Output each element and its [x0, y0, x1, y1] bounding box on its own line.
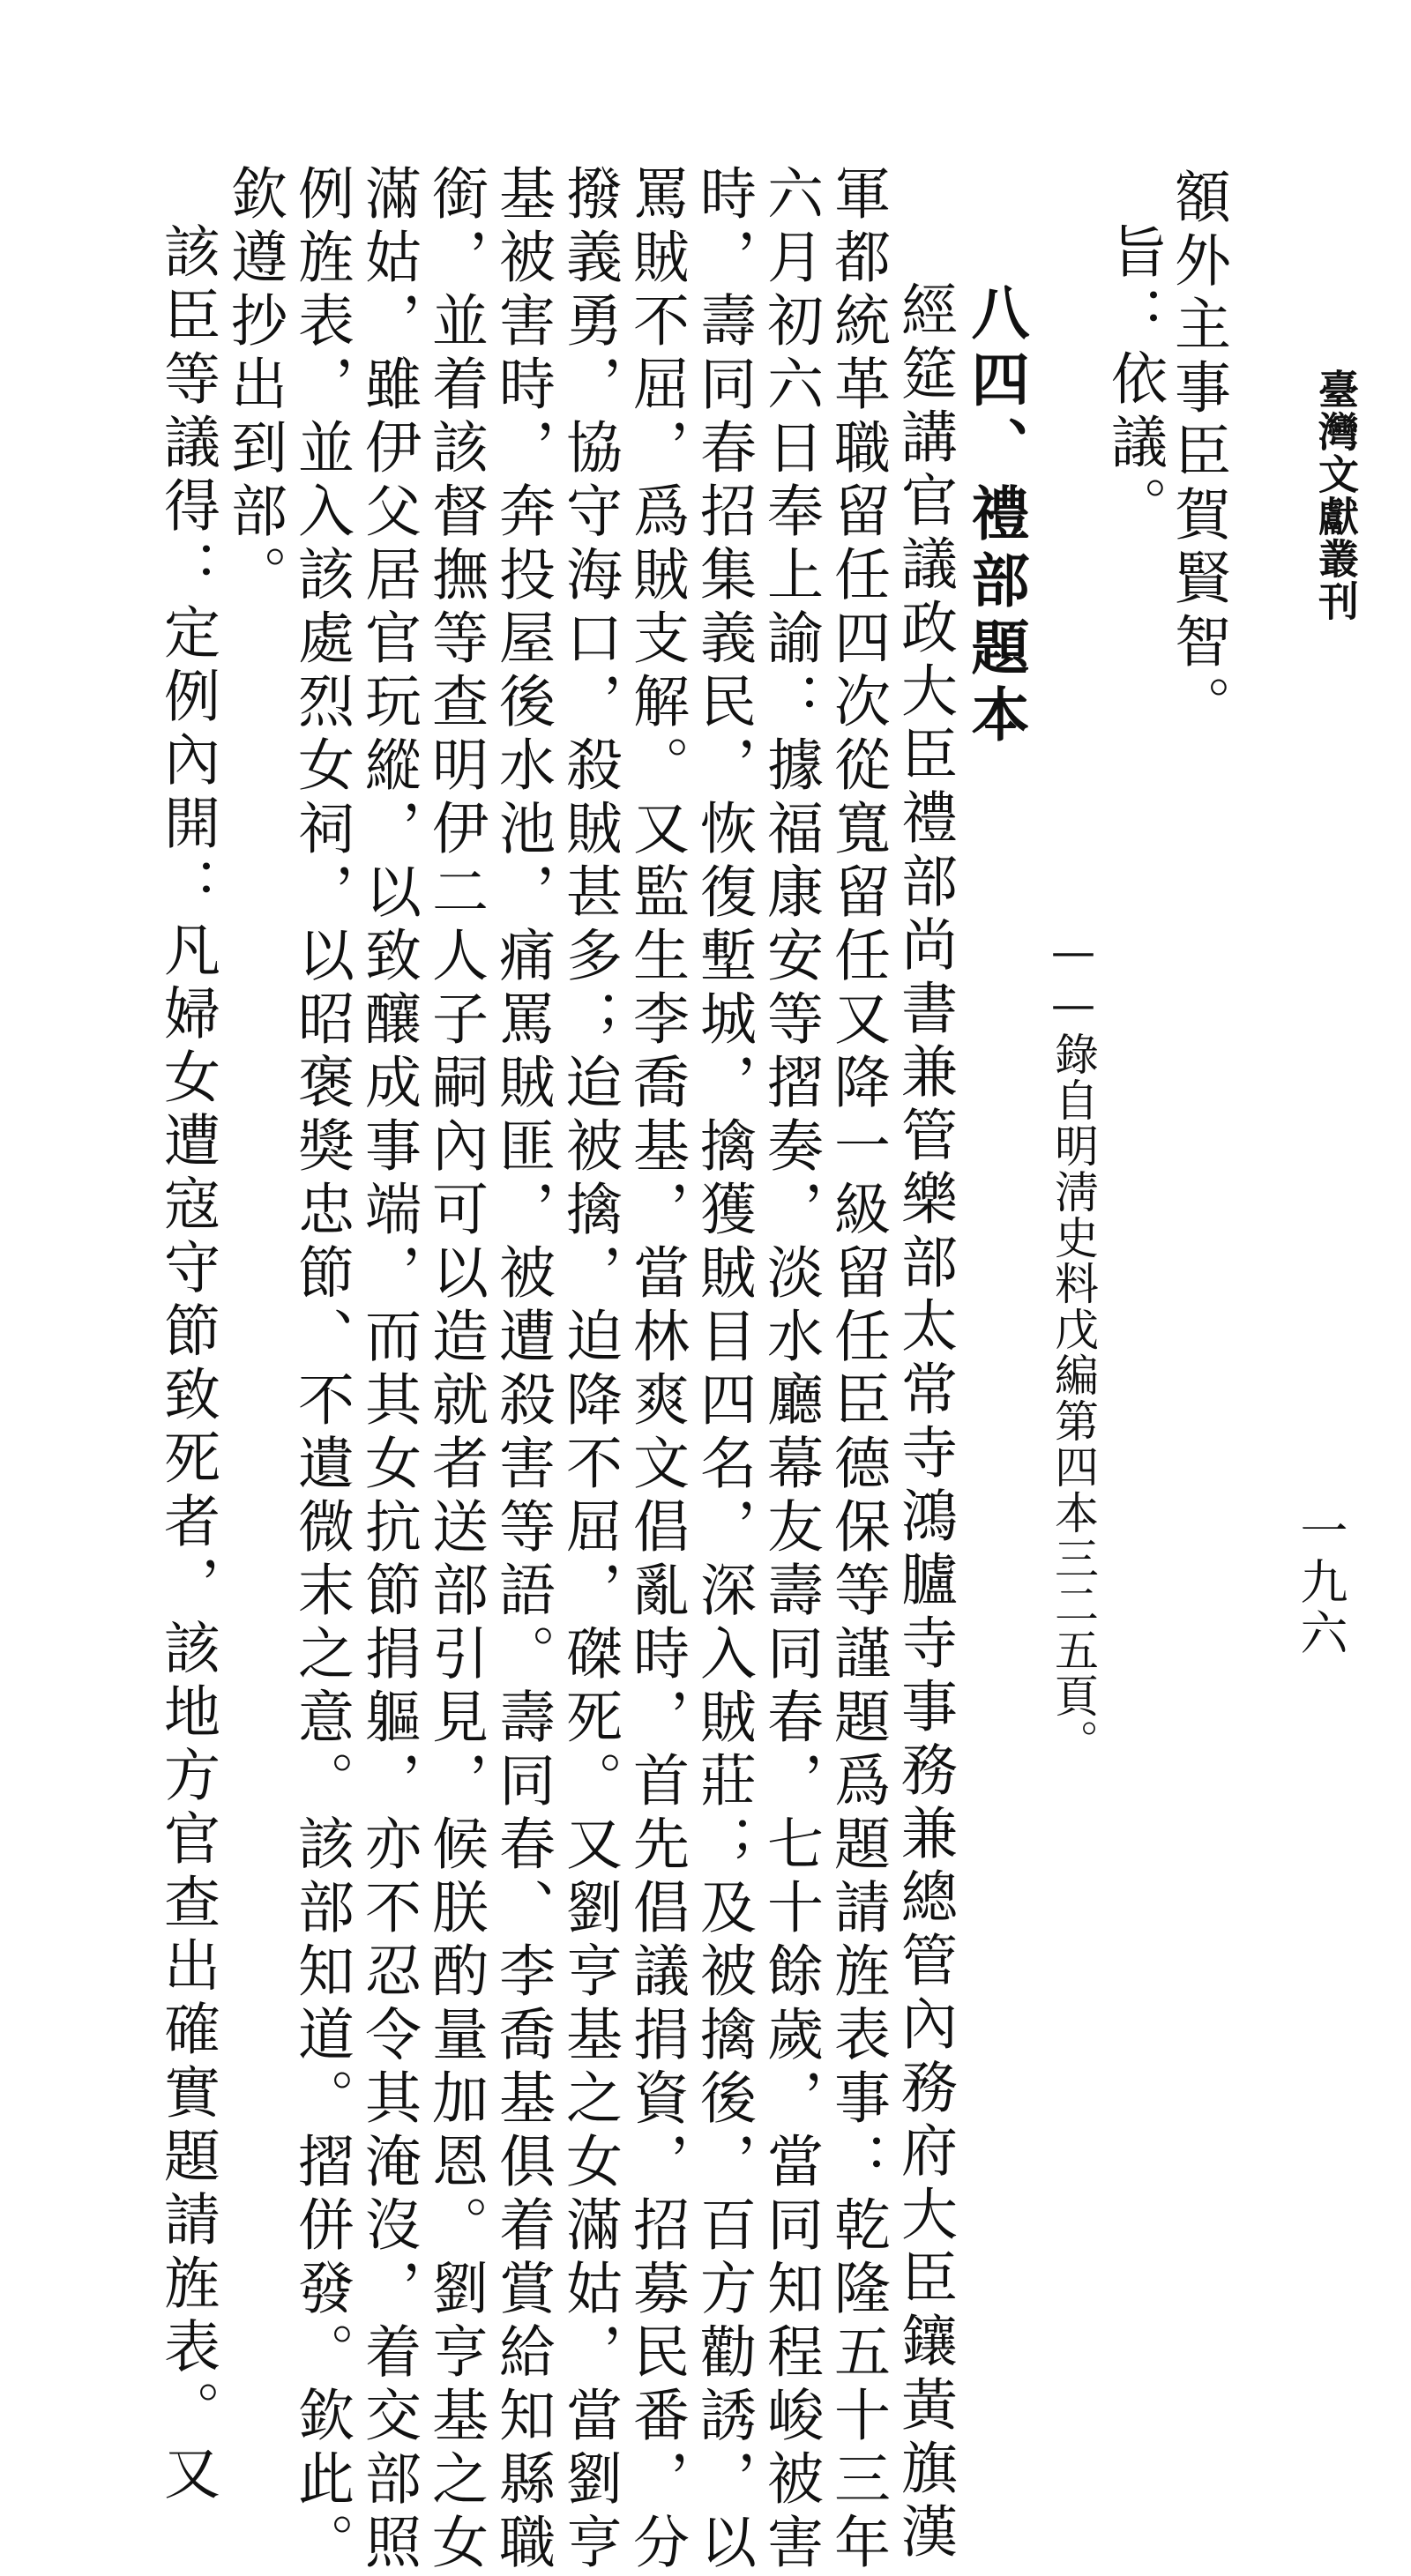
body-column: 基被害時，奔投屋後水池，痛罵賊匪，被遭殺害等語。壽同春、李喬基俱着賞給知縣職: [489, 164, 555, 2576]
running-header: 臺灣文獻叢刊: [1312, 369, 1360, 622]
section-heading: 八四、禮部題本: [961, 282, 1030, 751]
source-citation: ——錄自明淸史料戊編第四本三二五頁。: [1048, 926, 1099, 1765]
body-column: 欽遵抄出到部。: [221, 164, 287, 608]
body-column-last: 該臣等議得：定例內開：凡婦女遭寇守節致死者，該地方官查出確實題請旌表。又: [154, 222, 220, 2507]
body-column: 撥義勇，協守海口，殺賊甚多；迨被擒，迫降不屈，磔死。又劉亨基之女滿姑，當劉亨: [556, 164, 622, 2576]
body-column: 軍都統革職留任四次從寬留任又降一級留任臣德保等謹題爲題請旌表事：乾隆五十三年: [825, 164, 890, 2576]
body-column: 例旌表，並入該處烈女祠，以昭褒獎忠節、不遺微末之意。該部知道。摺併發。欽此。: [288, 164, 354, 2576]
body-column: 六月初六日奉上諭：據福康安等摺奏，淡水廳幕友壽同春，七十餘歲，當同知程峻被害: [758, 164, 823, 2576]
signatory-line: 額外主事臣賀賢智。: [1165, 168, 1230, 739]
imperial-rescript-line: 旨：依議。: [1101, 222, 1167, 540]
body-column: 經筵講官議政大臣禮部尚書兼管樂部太常寺鴻臚寺事務兼總管內務府大臣鑲黃旗漢: [892, 280, 957, 2565]
body-column: 滿姑，雖伊父居官玩縱，以致釀成事端，而其女抗節捐軀，亦不忍令其淹沒，着交部照: [355, 164, 421, 2576]
body-column: 罵賊不屈，爲賊支解。又監生李喬基，當林爽文倡亂時，首先倡議捐資，招募民番，分: [623, 164, 689, 2576]
body-column: 時，壽同春招集義民，恢復塹城，擒獲賊目四名，深入賊莊；及被擒後，百方勸誘，以: [691, 164, 756, 2576]
body-column: 銜，並着該督撫等查明伊二人子嗣內可以造就者送部引見，候朕酌量加恩。劉亨基之女: [422, 164, 488, 2576]
page-number: 一九六: [1293, 1506, 1348, 1659]
